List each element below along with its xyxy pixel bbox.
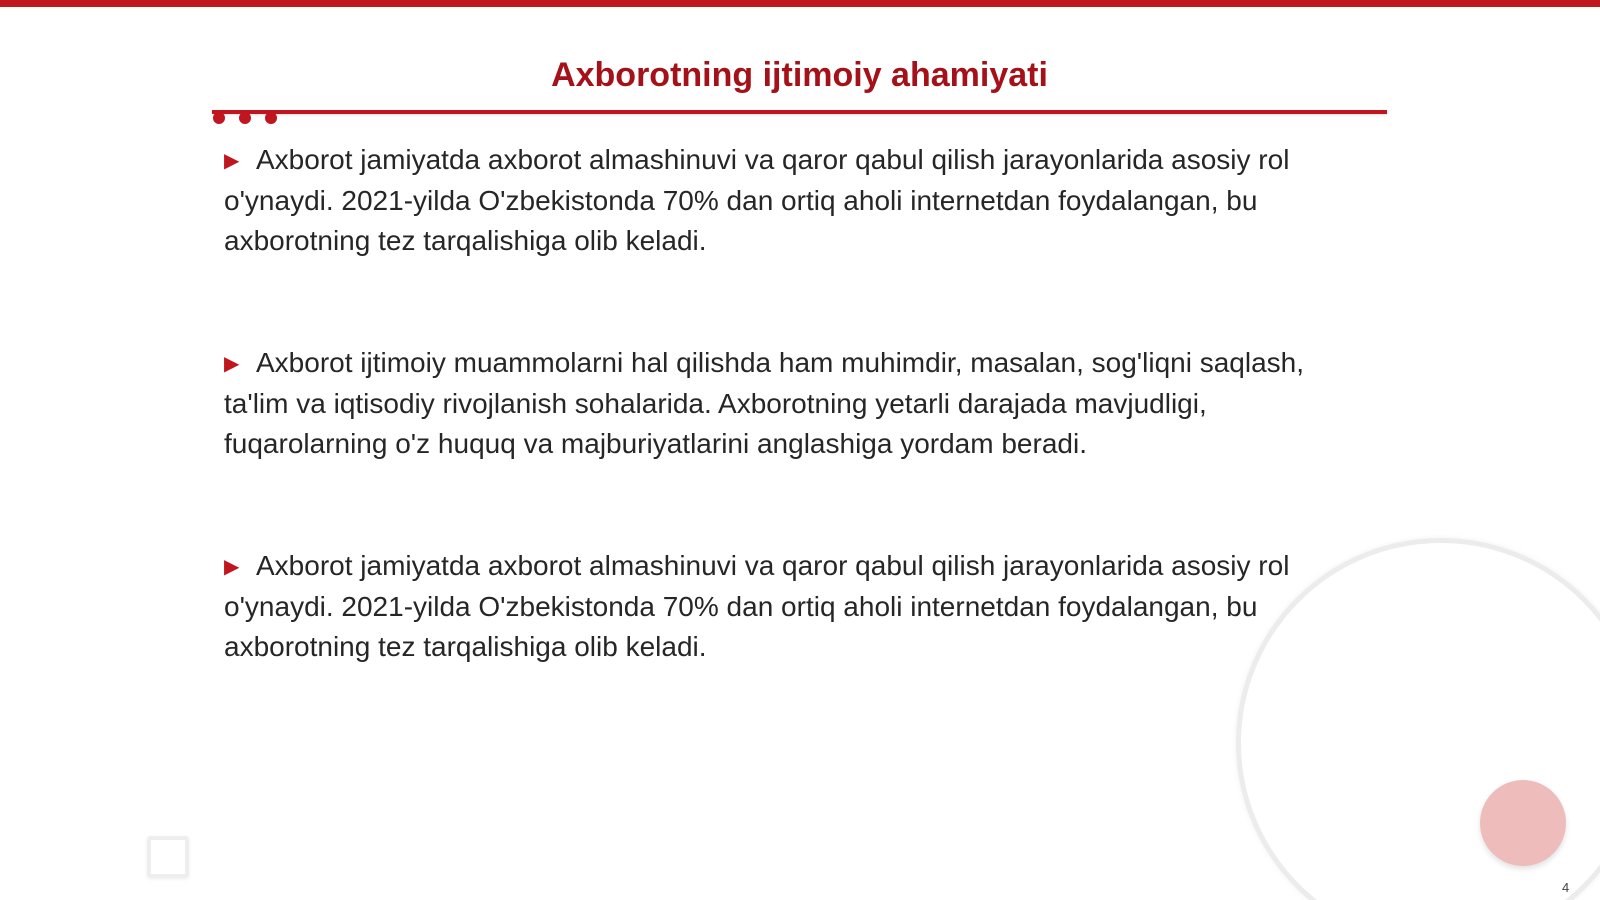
decorative-square bbox=[147, 836, 189, 878]
bullet-text: Axborot jamiyatda axborot almashinuvi va qaror qabul qilish jarayonlarida asosiy rol o'ynaydi. 2021-yilda O'zbekistonda 70% dan ortiq aholi internetdan foydalangan, bu axborotning tez tarqalishiga olib keladi. bbox=[224, 144, 1290, 256]
bullet-item bbox=[224, 140, 1374, 261]
slide-title: Axborotning ijtimoiy ahamiyati bbox=[551, 56, 1048, 94]
decor-dot bbox=[239, 112, 251, 124]
top-accent-bar bbox=[0, 0, 1600, 7]
title-underline bbox=[212, 110, 1387, 114]
triangle-bullet-icon: ▶ bbox=[224, 353, 240, 375]
triangle-bullet-icon: ▶ bbox=[224, 556, 240, 578]
bullet-list bbox=[224, 140, 1374, 749]
bullet-text: Axborot ijtimoiy muammolarni hal qilishda ham muhimdir, masalan, sog'liqni saqlash, ta'lim va iqtisodiy rivojlanish sohalarida. Axborotning yetarli darajada mavjudligi, fuqarolarning o'z huquq va majburiyatlarini anglashiga yordam beradi. bbox=[224, 347, 1305, 459]
triangle-bullet-icon: ▶ bbox=[224, 150, 240, 172]
decor-dot bbox=[265, 112, 277, 124]
decorative-circle bbox=[1480, 780, 1566, 866]
decor-dot bbox=[213, 112, 225, 124]
page-number: 4 bbox=[1562, 880, 1570, 895]
bullet-text: Axborot jamiyatda axborot almashinuvi va qaror qabul qilish jarayonlarida asosiy rol o'ynaydi. 2021-yilda O'zbekistonda 70% dan ortiq aholi internetdan foydalangan, bu axborotning tez tarqalishiga olib keladi. bbox=[224, 550, 1290, 662]
bullet-item bbox=[224, 343, 1374, 464]
bullet-item bbox=[224, 546, 1374, 667]
